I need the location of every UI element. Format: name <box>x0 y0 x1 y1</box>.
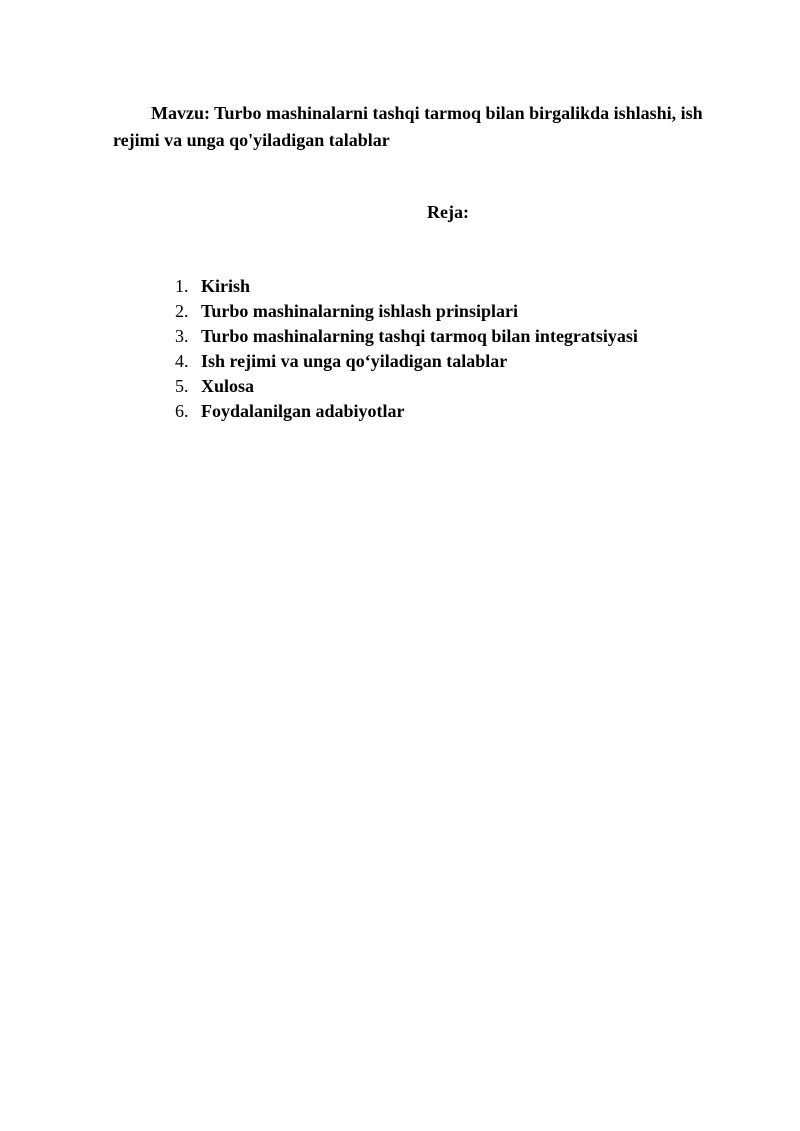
list-item-text: Ish rejimi va unga qo‘yiladigan talablar <box>201 351 508 371</box>
list-item <box>175 274 638 299</box>
list-item-number: 6. <box>175 401 189 421</box>
list-item-number: 5. <box>175 376 189 396</box>
list-item-number: 2. <box>175 301 189 321</box>
list-item-text: Turbo mashinalarning tashqi tarmoq bilan integratsiyasi <box>201 326 638 346</box>
list-item-text: Xulosa <box>201 376 255 396</box>
plan-list <box>175 274 638 424</box>
list-item <box>175 349 638 374</box>
list-item <box>175 299 638 324</box>
list-item-text: Turbo mashinalarning ishlash prinsiplari <box>201 301 518 321</box>
document-title: Mavzu: Turbo mashinalarni tashqi tarmoq bilan birgalikda ishlashi, ish rejimi va unga qo'yiladigan talablar <box>113 103 703 150</box>
list-item <box>175 324 638 349</box>
plan-heading: Reja: <box>427 202 469 222</box>
list-item-text: Foydalanilgan adabiyotlar <box>201 401 405 421</box>
list-item-number: 4. <box>175 351 189 371</box>
list-item-number: 3. <box>175 326 189 346</box>
list-item <box>175 374 638 399</box>
list-item-number: 1. <box>175 276 189 296</box>
list-item <box>175 399 638 424</box>
list-item-text: Kirish <box>201 276 251 296</box>
